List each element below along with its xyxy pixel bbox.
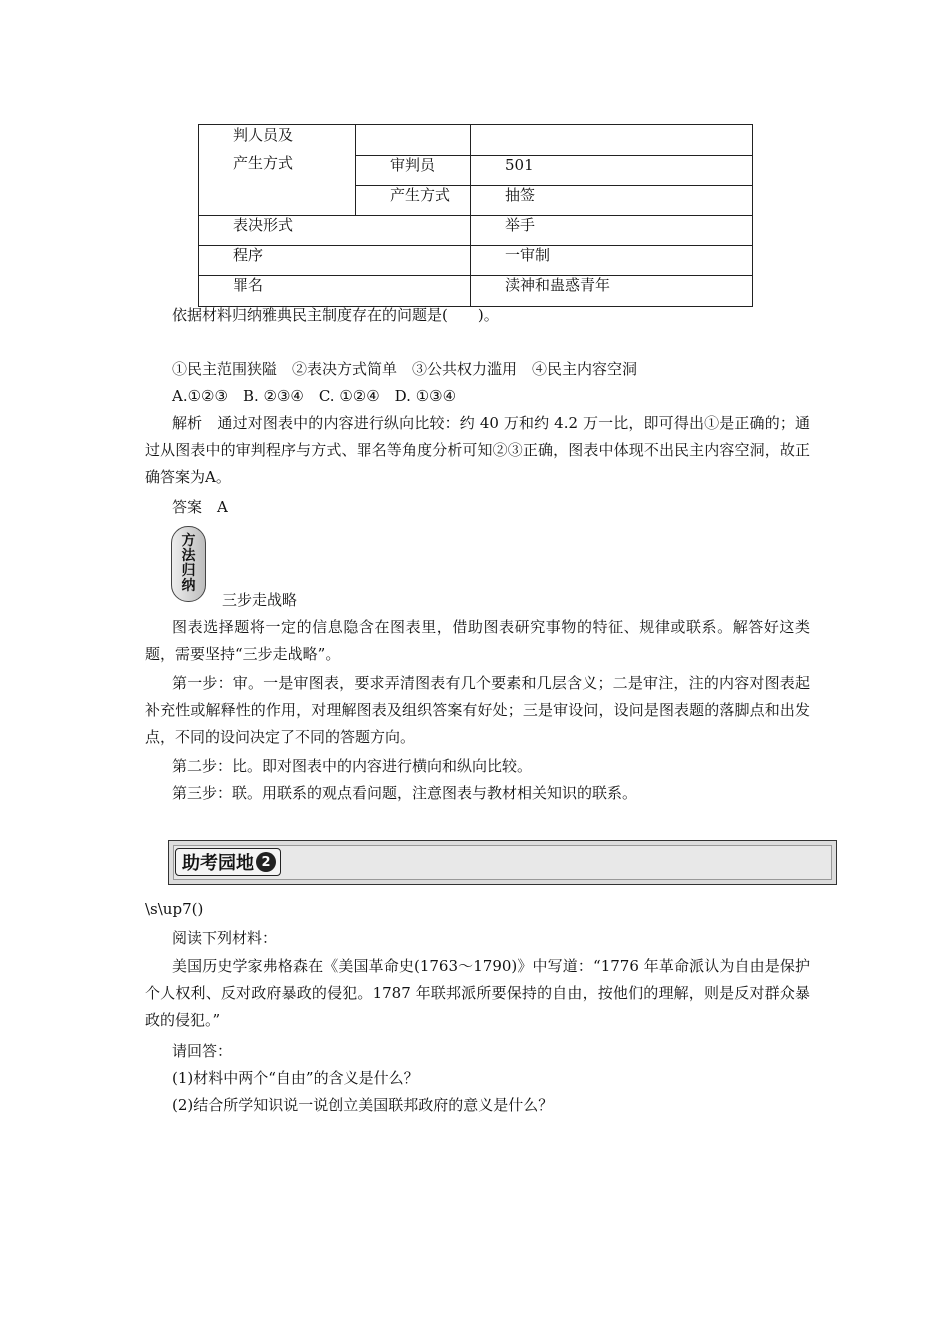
table-row-label: 产生方式 bbox=[233, 154, 294, 172]
jury-table bbox=[198, 124, 753, 307]
method-title: 三步走战略 bbox=[222, 591, 298, 609]
section-number-icon: 2 bbox=[256, 852, 276, 872]
answer-prompt: 请回答： bbox=[172, 1042, 233, 1060]
section-title-tag bbox=[175, 848, 281, 876]
material-intro: 阅读下列材料： bbox=[172, 929, 278, 947]
question-1: (1)材料中两个“自由”的含义是什么？ bbox=[172, 1069, 419, 1087]
table-cell: 产生方式 bbox=[390, 186, 451, 204]
badge-char: 方 bbox=[181, 533, 196, 549]
method-step-2: 第二步：比。即对图表中的内容进行横向和纵向比较。 bbox=[172, 757, 533, 775]
method-badge bbox=[171, 526, 206, 602]
field-code: \s\up7() bbox=[145, 900, 204, 918]
material-body: 美国历史学家弗格森在《美国革命史(1763～1790)》中写道：“1776 年革命派认为自由是保护个人权利、反对政府暴政的侵犯。1787 年联邦派所要保持的自由，按他们的理解，则是反对群众暴政的侵犯。” bbox=[145, 957, 810, 1029]
method-paragraph: 图表选择题将一定的信息隐含在图表里，借助图表研究事物的特征、规律或联系。解答好这类题，需要坚持“三步走战略”。 bbox=[145, 618, 810, 663]
table-cell: 一审制 bbox=[505, 246, 551, 264]
section-title: 助考园地 bbox=[182, 853, 254, 874]
table-row-label: 判人员及 bbox=[233, 126, 294, 144]
badge-char: 法 bbox=[181, 548, 196, 564]
question-stem: 依据材料归纳雅典民主制度存在的问题是( )。 bbox=[172, 306, 499, 324]
method-step-1: 第一步：审。一是审图表，要求弄清图表有几个要素和几层含义；二是审注，注的内容对图表起补充性或解释性的作用，对理解图表及组织答案有好处；三是审设问，设问是图表题的落脚点和出发点，不同的设问决定了不同的答题方向。 bbox=[145, 674, 810, 746]
table-row-label: 程序 bbox=[233, 246, 264, 264]
section-banner bbox=[168, 840, 837, 885]
method-step-3: 第三步：联。用联系的观点看问题，注意图表与教材相关知识的联系。 bbox=[172, 784, 638, 802]
question-options: A.①②③ B. ②③④ C. ①②④ D. ①③④ bbox=[172, 387, 457, 405]
table-cell: 渎神和蛊惑青年 bbox=[505, 276, 611, 294]
table-cell: 审判员 bbox=[390, 156, 436, 174]
question-2: (2)结合所学知识说一说创立美国联邦政府的意义是什么？ bbox=[172, 1096, 554, 1114]
badge-char: 纳 bbox=[181, 578, 196, 594]
table-row-label: 罪名 bbox=[233, 276, 264, 294]
analysis-paragraph: 解析 通过对图表中的内容进行纵向比较：约 40 万和约 4.2 万一比，即可得出①是正确的；通过从图表中的审判程序与方式、罪名等角度分析可知②③正确，图表中体现不出民主内容空洞，故正确答案为A。 bbox=[145, 414, 810, 486]
badge-char: 归 bbox=[181, 563, 196, 579]
table-cell: 抽签 bbox=[505, 186, 536, 204]
table-row-label: 表决形式 bbox=[233, 216, 294, 234]
table-cell: 501 bbox=[505, 156, 534, 174]
answer-line: 答案 A bbox=[172, 498, 228, 516]
table-cell: 举手 bbox=[505, 216, 536, 234]
question-items: ①民主范围狭隘 ②表决方式简单 ③公共权力滥用 ④民主内容空洞 bbox=[172, 360, 638, 378]
